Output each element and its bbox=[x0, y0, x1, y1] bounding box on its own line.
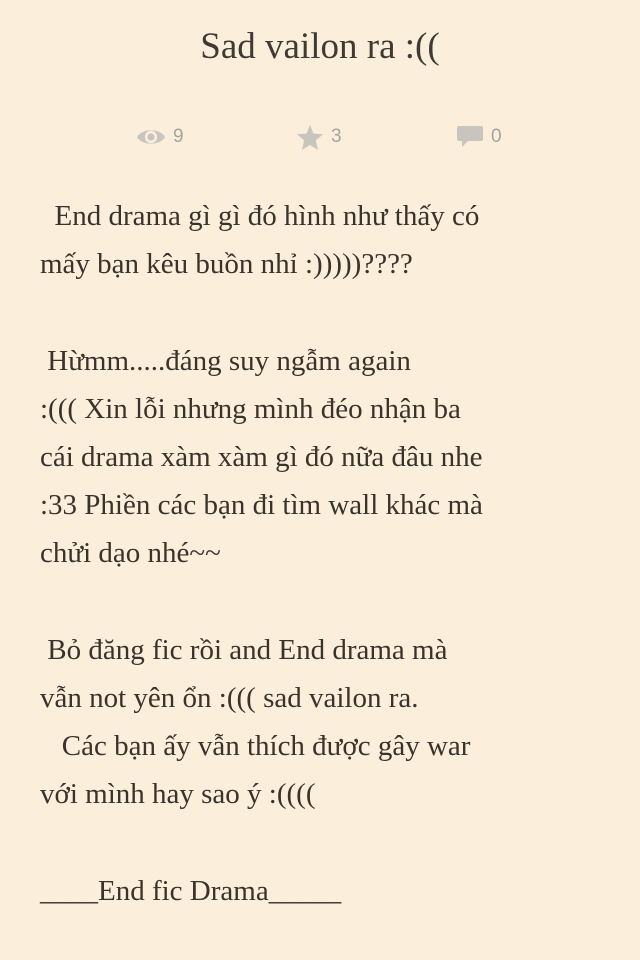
story-line: Bỏ đăng fic rồi and End drama mà bbox=[40, 633, 448, 666]
story-line bbox=[40, 288, 600, 336]
story-line: :((( Xin lỗi nhưng mình đéo nhận ba bbox=[40, 392, 461, 425]
story-line: mấy bạn kêu buồn nhỉ :)))))???? bbox=[40, 248, 413, 281]
views-count: 9 bbox=[173, 126, 184, 147]
story-line: Hừmm.....đáng suy ngẫm again bbox=[40, 344, 411, 377]
story-title: Sad vailon ra :(( bbox=[200, 26, 440, 67]
story-body bbox=[40, 192, 600, 915]
story-line: vẫn not yên ổn :((( sad vailon ra. bbox=[40, 682, 419, 715]
story-line: End drama gì gì đó hình như thấy có bbox=[40, 200, 480, 232]
votes-count: 3 bbox=[331, 126, 342, 147]
votes-stat bbox=[296, 120, 342, 154]
views-stat bbox=[136, 120, 184, 154]
comments-stat bbox=[456, 120, 502, 154]
eye-icon bbox=[136, 126, 166, 148]
story-line: cái drama xàm xàm gì đó nữa đâu nhe bbox=[40, 441, 483, 474]
story-line: với mình hay sao ý :(((( bbox=[40, 778, 316, 811]
star-icon bbox=[296, 124, 324, 151]
comments-count: 0 bbox=[491, 126, 502, 147]
story-stats bbox=[0, 120, 640, 154]
story-line bbox=[40, 819, 600, 867]
story-line: chửi dạo nhé~~ bbox=[40, 537, 221, 570]
comment-bubble-icon bbox=[456, 124, 484, 150]
story-line: :33 Phiền các bạn đi tìm wall khác mà bbox=[40, 489, 483, 522]
story-line bbox=[40, 578, 600, 626]
story-line: Các bạn ấy vẫn thích được gây war bbox=[40, 730, 471, 763]
story-line: ____End fic Drama_____ bbox=[40, 874, 342, 907]
